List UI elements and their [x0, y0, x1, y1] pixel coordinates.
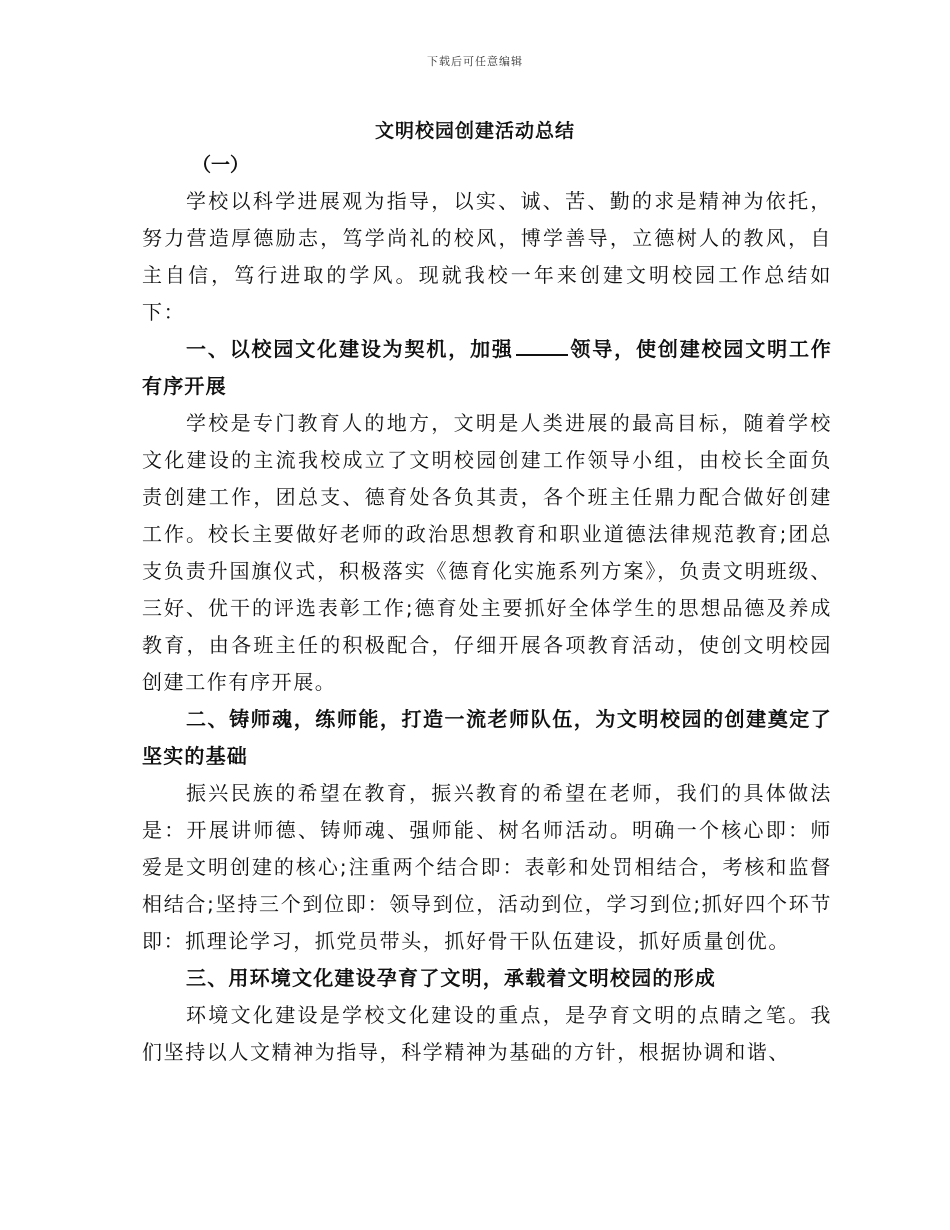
- section-3-heading: 三、用环境文化建设孕育了文明，承载着文明校园的形成: [186, 966, 716, 990]
- section-3-body: 环境文化建设是学校文化建设的重点，是孕育文明的点睛之笔。我们坚持以人文精神为指导，科学精神为基础的方针，根据协调和谐、: [142, 1003, 832, 1064]
- section-1-body: 学校是专门教育人的地方，文明是人类进展的最高目标，随着学校文化建设的主流我校成立了文明校园创建工作领导小组，由校长全面负责创建工作，团总支、德育处各负其责，各个班主任鼎力配合做好创建工作。校长主要做好老师的政治思想教育和职业道德法律规范教育;团总支负责升国旗仪式，积极落实《德育化实施系列方案》，负责文明班级、三好、优干的评选表彰工作;德育处主要抓好全体学生的思想品德及养成教育，由各班主任的积极配合，仔细开展各项教育活动，使创文明校园创建工作有序开展。: [142, 411, 832, 694]
- intro-paragraph: 学校以科学进展观为指导，以实、诚、苦、勤的求是精神为依托，努力营造厚德励志，笃学尚礼的校风，博学善导，立德树人的教风，自主自信，笃行进取的学风。现就我校一年来创建文明校园工作总结如下：: [142, 189, 832, 324]
- section-2-body: 振兴民族的希望在教育，振兴教育的希望在老师，我们的具体做法是：开展讲师德、铸师魂、强师能、树名师活动。明确一个核心即：师爱是文明创建的核心;注重两个结合即：表彰和处罚相结合，考核和监督相结合;坚持三个到位即：领导到位，活动到位，学习到位;抓好四个环节即：抓理论学习，抓党员带头，抓好骨干队伍建设，抓好质量创优。: [142, 781, 832, 953]
- fill-in-blank: [516, 336, 568, 356]
- document-title: 文明校园创建活动总结: [374, 120, 575, 142]
- document-body: [142, 183, 832, 1071]
- section-1-heading-part2: 领导，使创建校园文明工作有序开展: [142, 337, 833, 398]
- section-2-heading: 二、铸师魂，练师能，打造一流老师队伍，为文明校园的创建奠定了坚实的基础: [142, 707, 832, 768]
- document-subheading: （一）: [192, 154, 250, 176]
- section-1-heading: [142, 331, 832, 405]
- section-1-heading-part1: 一、以校园文化建设为契机，加强: [186, 337, 514, 361]
- header-note: 下载后可任意编辑: [427, 55, 523, 68]
